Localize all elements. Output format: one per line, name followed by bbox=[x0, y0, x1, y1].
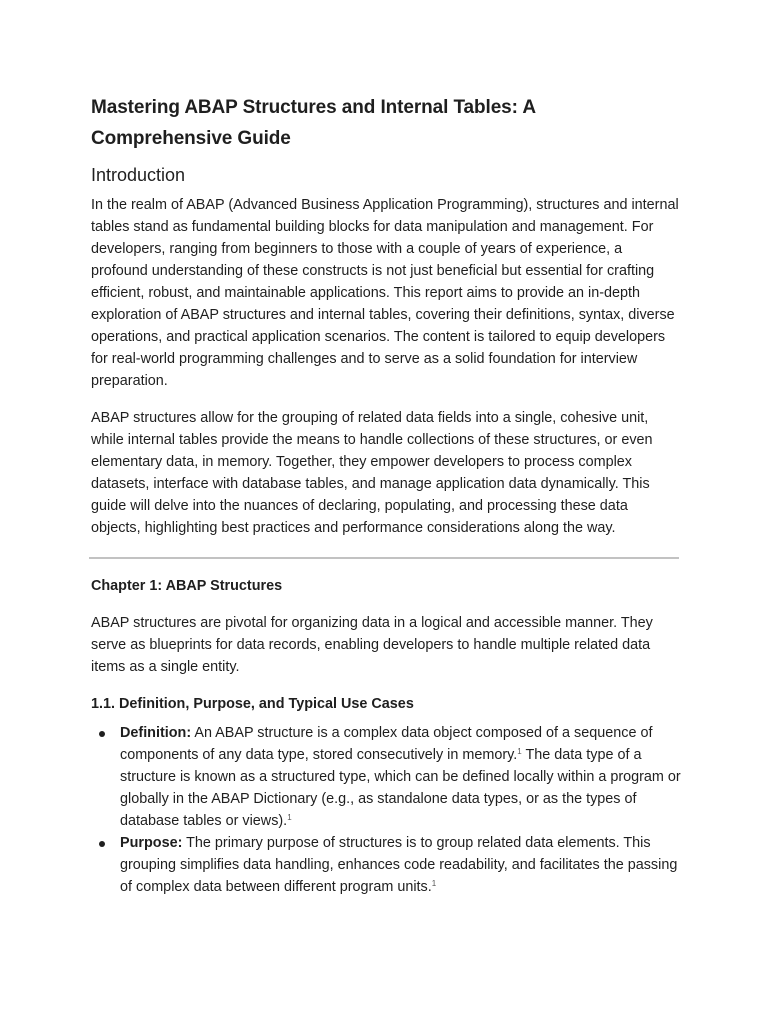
list-item-definition bbox=[91, 722, 681, 832]
section-divider bbox=[89, 557, 679, 559]
section-1-1-heading: 1.1. Definition, Purpose, and Typical Use Cases bbox=[91, 696, 414, 712]
footnote-ref[interactable]: 1 bbox=[517, 747, 522, 756]
bullet-icon bbox=[99, 841, 105, 847]
chapter-1-intro: ABAP structures are pivotal for organizing data in a logical and accessible manner. They serve as blueprints for data records, enabling developers to handle multiple related data items as a single entity. bbox=[91, 615, 653, 675]
chapter-1-heading: Chapter 1: ABAP Structures bbox=[91, 578, 283, 594]
list-item-purpose bbox=[91, 832, 681, 898]
document-title: Mastering ABAP Structures and Internal Tables: A Comprehensive Guide bbox=[91, 97, 536, 149]
purpose-text-a: The primary purpose of structures is to group related data elements. This grouping simplifies data handling, enhances code readability, and facilitates the passing of complex data between different program units. bbox=[120, 835, 678, 895]
bullet-icon bbox=[99, 731, 105, 737]
introduction-heading: Introduction bbox=[91, 165, 186, 185]
definition-text-a: An ABAP structure is a complex data object composed of a sequence of components of any data type, stored consecutively in memory. bbox=[120, 725, 653, 763]
footnote-ref[interactable]: 1 bbox=[287, 813, 292, 822]
definition-term: Definition: bbox=[120, 725, 192, 741]
section-1-1-list bbox=[91, 722, 681, 898]
introduction-paragraph-1: In the realm of ABAP (Advanced Business Application Programming), structures and internal tables stand as fundamental building blocks for data manipulation and management. For developers, ranging from beginners to those with a couple of years of experience, a profound understanding of these constructs is not just beneficial but essential for crafting efficient, robust, and maintainable applications. This report aims to provide an in-depth exploration of ABAP structures and internal tables, covering their definitions, syntax, diverse operations, and practical application scenarios. The content is tailored to equip developers for real-world programming challenges and to serve as a solid foundation for interview preparation. bbox=[91, 197, 679, 389]
purpose-term: Purpose: bbox=[120, 835, 183, 851]
footnote-ref[interactable]: 1 bbox=[431, 879, 437, 888]
definition-text-b: The data type of a structure is known as a structured type, which can be defined locally within a program or globally in the ABAP Dictionary (e.g., as standalone data types, or as the types of database tables or views). bbox=[120, 747, 681, 829]
document-page bbox=[91, 92, 681, 898]
introduction-paragraph-2: ABAP structures allow for the grouping of related data fields into a single, cohesive unit, while internal tables provide the means to handle collections of these structures, or even elementary data, in memory. Together, they empower developers to process complex datasets, interface with database tables, and manage application data dynamically. This guide will delve into the nuances of declaring, populating, and processing these data objects, highlighting best practices and performance considerations along the way. bbox=[91, 410, 653, 536]
